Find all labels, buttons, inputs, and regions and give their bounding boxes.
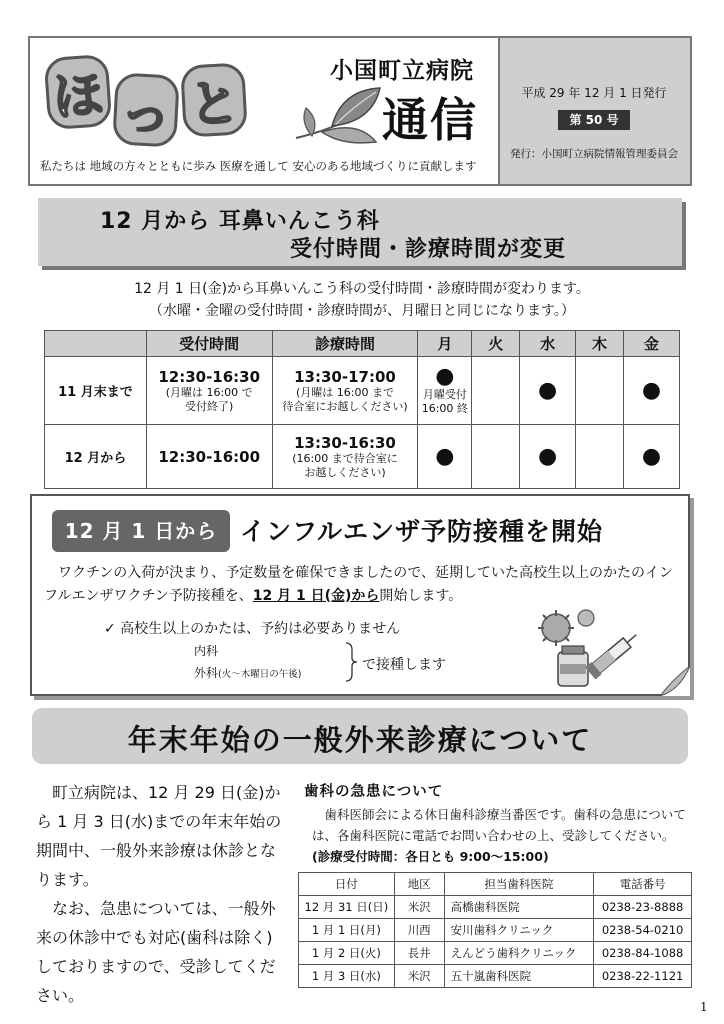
clinic-cell: 高橋歯科医院 — [444, 896, 594, 919]
masthead — [28, 36, 692, 186]
ent-intro — [0, 278, 724, 322]
brace-icon — [344, 642, 358, 682]
table-header-row — [299, 873, 692, 896]
dental-hours: (診療受付時間：各日とも 9:00～15:00) — [312, 849, 549, 864]
tue-cell — [472, 425, 520, 489]
reception-cell — [146, 357, 272, 425]
wed-cell: ● — [520, 425, 576, 489]
phone-cell: 0238-54-0210 — [594, 919, 692, 942]
table-header-row — [45, 331, 680, 357]
page-number: 1 — [700, 1000, 708, 1014]
ent-schedule-table — [44, 330, 680, 489]
header-area: 地区 — [394, 873, 444, 896]
masthead-title-area — [30, 38, 498, 184]
wed-cell: ● — [520, 357, 576, 425]
year-end-paragraph: なお、急患については、一般外来の休診中でも対応(歯科は除く)しておりますので、受診してください。 — [36, 899, 276, 1005]
flu-date-badge: 12 月 1 日から — [52, 510, 230, 552]
mission-statement: 私たちは 地域の方々とともに歩み 医療を通して 安心のある地域づくりに貢献します — [40, 159, 477, 173]
table-row — [299, 896, 692, 919]
phone-cell: 0238-84-1088 — [594, 942, 692, 965]
date-cell: 1 月 1 日(月) — [299, 919, 395, 942]
area-cell: 川西 — [394, 919, 444, 942]
table-row — [299, 965, 692, 988]
schedule-dot: ● — [435, 363, 455, 389]
publication-date: 平成 29 年 12 月 1 日発行 — [521, 86, 667, 100]
page-curl-icon — [660, 666, 690, 696]
treatment-cell — [272, 357, 418, 425]
date-cell: 1 月 2 日(火) — [299, 942, 395, 965]
flu-vaccinate-text: で接種します — [362, 657, 446, 673]
mon-note: 月曜受付 — [422, 387, 467, 401]
reception-note: 受付終了) — [185, 399, 234, 413]
mon-note: 16:00 終 — [421, 401, 468, 415]
phone-cell: 0238-23-8888 — [594, 896, 692, 919]
table-row — [299, 942, 692, 965]
flu-body-text: ワクチンの入荷が決まり、予定数量を確保できましたので、延期していた高校生以上のかたのインフルエンザワクチン予防接種を、 — [44, 565, 674, 604]
mon-cell: ● — [418, 425, 472, 489]
header-date: 日付 — [299, 873, 395, 896]
area-cell: 米沢 — [394, 896, 444, 919]
vaccine-syringe-icon — [526, 606, 646, 690]
hospital-name: 小国町立病院 — [330, 58, 474, 84]
thu-cell — [576, 357, 624, 425]
header-tue: 火 — [472, 331, 520, 357]
year-end-paragraph: 町立病院は、12 月 29 日(金)から 1 月 3 日(水)までの年末年始の期間中、一般外来診療は休診となります。 — [36, 783, 282, 889]
area-cell: 米沢 — [394, 965, 444, 988]
year-end-banner — [32, 708, 688, 764]
flu-dept-surgery-label: 外科 — [194, 666, 219, 680]
flu-start-date: 12 月 1 日(金)から — [252, 588, 380, 604]
date-cell: 1 月 3 日(水) — [299, 965, 395, 988]
leaf-icon — [292, 82, 388, 152]
treatment-time: 13:30-17:00 — [294, 367, 396, 386]
table-row — [45, 357, 680, 425]
clinic-cell: 五十嵐歯科医院 — [444, 965, 594, 988]
table-row — [45, 425, 680, 489]
treatment-note: (月曜は 16:00 まで — [295, 385, 394, 399]
dental-body-text: 歯科医師会による休日歯科診療当番医です。歯科の急患については、各歯科医院に電話でお問い合わせの上、受診してください。 — [312, 807, 686, 843]
reception-time: 12:30-16:30 — [158, 367, 261, 386]
logo-char-tsu: っ — [112, 72, 180, 147]
flu-dept-surgery-note: (火～木曜日の午後) — [218, 669, 302, 680]
treatment-time: 13:30-16:30 — [294, 433, 396, 452]
flu-notice-box — [30, 494, 690, 696]
mon-cell — [418, 357, 472, 425]
tue-cell — [472, 357, 520, 425]
area-cell: 長井 — [394, 942, 444, 965]
header-reception: 受付時間 — [146, 331, 272, 357]
ent-intro-line2: （水曜・金曜の受付時間・診療時間が、月曜日と同じになります。） — [149, 303, 575, 319]
year-end-title: 年末年始の一般外来診療について — [127, 723, 593, 757]
masthead-info-panel — [498, 38, 690, 184]
clinic-cell: えんどう歯科クリニック — [444, 942, 594, 965]
ent-intro-line1: 12 月 1 日(金)から耳鼻いんこう科の受付時間・診療時間が変わります。 — [134, 281, 590, 297]
treatment-note: (16:00 まで待合室に — [292, 451, 398, 465]
header-cell — [45, 331, 147, 357]
reception-time: 12:30-16:00 — [158, 447, 261, 466]
table-row — [299, 919, 692, 942]
header-mon: 月 — [418, 331, 472, 357]
dental-body — [312, 804, 692, 867]
flu-body-text: 開始します。 — [379, 588, 463, 604]
fri-cell: ● — [624, 357, 680, 425]
logo-char-ho: ほ — [44, 54, 113, 130]
publisher: 発行：小国町立病院情報管理委員会 — [510, 148, 678, 160]
logo-char-to: と — [180, 62, 248, 137]
reception-note: (月曜は 16:00 で — [165, 385, 253, 399]
date-cell: 12 月 31 日(日) — [299, 896, 395, 919]
row-label: 11 月末まで — [45, 357, 147, 425]
row-label: 12 月から — [45, 425, 147, 489]
flu-title: インフルエンザ予防接種を開始 — [240, 517, 604, 546]
header-clinic: 担当歯科医院 — [444, 873, 594, 896]
header-thu: 木 — [576, 331, 624, 357]
clinic-cell: 安川歯科クリニック — [444, 919, 594, 942]
ent-title-line2: 受付時間・診療時間が変更 — [290, 237, 567, 262]
issue-badge: 第 50 号 — [558, 110, 630, 130]
fri-cell: ● — [624, 425, 680, 489]
reception-cell — [146, 425, 272, 489]
treatment-cell — [272, 425, 418, 489]
year-end-text — [36, 778, 286, 1010]
newsletter-name: 通信 — [382, 93, 478, 147]
flu-dept-internal: 内科 — [194, 644, 219, 658]
flu-dept-surgery — [194, 664, 301, 681]
thu-cell — [576, 425, 624, 489]
header-fri: 金 — [624, 331, 680, 357]
header-phone: 電話番号 — [594, 873, 692, 896]
ent-banner — [38, 198, 682, 266]
header-wed: 水 — [520, 331, 576, 357]
phone-cell: 0238-22-1121 — [594, 965, 692, 988]
flu-body — [44, 562, 684, 608]
dental-duty-table — [298, 872, 692, 988]
treatment-note: 待合室にお越しください) — [282, 399, 408, 413]
dental-heading: 歯科の急患について — [304, 784, 444, 800]
ent-title-line1: 12 月から 耳鼻いんこう科 — [100, 209, 380, 234]
treatment-note: お越しください) — [304, 465, 386, 479]
header-treatment: 診療時間 — [272, 331, 418, 357]
flu-check-item: ✓ 高校生以上のかたは、予約は必要ありません — [104, 621, 401, 637]
